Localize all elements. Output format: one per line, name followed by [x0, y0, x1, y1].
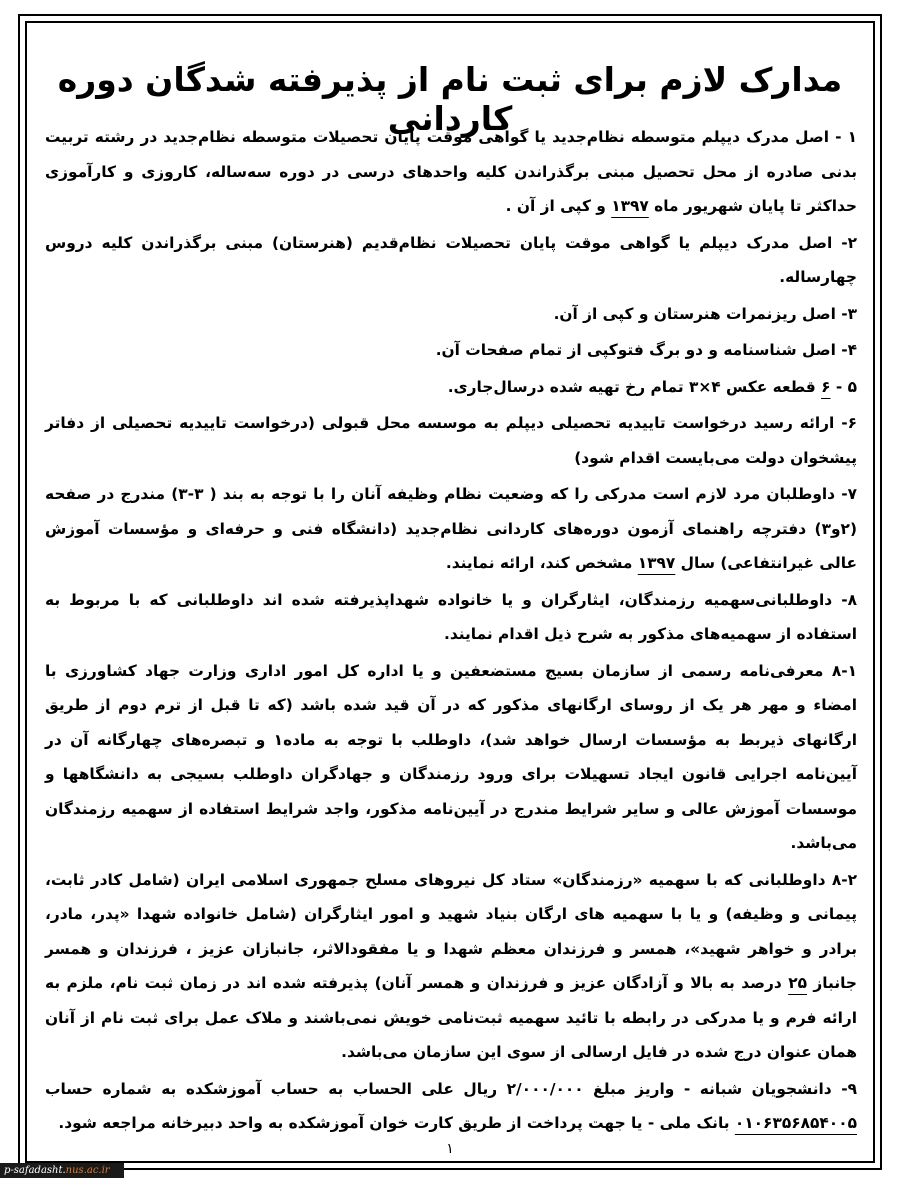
item-1: [45, 120, 857, 224]
item-1-text-end: و کپی از آن .: [505, 197, 612, 215]
item-3: ۳- اصل ریزنمرات هنرستان و کپی از آن.: [553, 304, 857, 323]
item-7: [45, 477, 857, 581]
item-8-2-text-end: درصد به بالا و آزادگان عزیز و فرزندان و همسر آنان) پذیرفته شده اند در زمان ثبت نام، ملزم به ارائه فرم و یا مدرکی در رابطه با تائید سهمیه ثبت‌نامی خویش نمی‌باشند و ملاک عمل برای ثبت نام از آنان همان عنوان درج شده در فایل ارسالی از سوی این سازمان می‌باشد.: [45, 974, 857, 1061]
item-9-text: ۹- دانشجویان شبانه - واریز مبلغ ۲/۰۰۰/۰۰۰ ریال علی الحساب به حساب آموزشکده به شماره حساب: [45, 1079, 857, 1098]
document-body: [45, 120, 857, 1143]
item-9: [45, 1072, 857, 1141]
site-watermark: [0, 1163, 124, 1178]
item-8-2: [45, 863, 857, 1070]
page-number: ۱: [446, 1141, 454, 1157]
item-8-1: ۸-۱ معرفی‌نامه رسمی از سازمان بسیج مستضعفین و یا اداره کل امور اداری وزارت جهاد کشاورزی با امضاء و مهر هر یک از روسای ارگانهای مذکور که در آن قید شده باشد (که تا قبل از ترم دوم از طریق ارگانهای ذیربط به مؤسسات ارسال خواهد شد)، داوطلب با توجه به ماده۱ و تبصره‌های چهارگانه آن در آیین‌نامه اجرایی قانون ایجاد تسهیلات برای ورود رزمندگان و جهادگران داوطلب بسیجی به دانشگاهها و موسسات آموزش عالی و سایر شرایط مندرج در آیین‌نامه مذکور، واجد شرایط استفاده از سهمیه رزمندگان می‌باشد.: [45, 661, 857, 852]
item-7-text-end: مشخص کند، ارائه نمایند.: [445, 554, 638, 572]
item-5-count: ۶: [821, 377, 831, 396]
item-8-2-percent: ۲۵: [788, 974, 807, 992]
item-1-year: ۱۳۹۷: [611, 197, 649, 215]
watermark-domain: nus.ac.ir: [65, 1165, 110, 1176]
item-4: ۴- اصل شناسنامه و دو برگ فتوکپی از تمام صفحات آن.: [435, 341, 857, 359]
item-5-text-end: قطعه عکس ۴×۳ تمام رخ تهیه شده درسال‌جاری.: [447, 377, 822, 396]
item-8-2-text: ۸-۲ داوطلبانی که با سهمیه «رزمندگان» ستاد کل نیروهای مسلح جمهوری اسلامی ایران (شامل کادر ثابت، پیمانی و وظیفه) و یا با سهمیه های ارگان بنیاد شهید و امور ایثارگران (شامل خانواده شهدا «پدر، مادر، برادر و خواهر شهید»، همسر و فرزندان معظم شهدا و یا مفقودالاثر، جانبازان عزیز ، فرزندان و همسر جانباز: [45, 870, 857, 992]
item-5: [45, 370, 857, 405]
item-9-text-end: بانک ملی - یا جهت پرداخت از طریق کارت خوان آموزشکده به واحد دبیرخانه مراجعه شود.: [58, 1114, 735, 1132]
item-6: ۶- ارائه رسید درخواست تاییدیه تحصیلی دیپلم به موسسه محل قبولی (درخواست تاییدیه تحصیلی از دفاتر پیشخوان دولت می‌بایست اقدام شود): [45, 414, 857, 467]
item-2: ۲- اصل مدرک دیپلم یا گواهی موقت پایان تحصیلات نظام‌قدیم (هنرستان) مبنی برگذراندن کلیه دروس چهارساله.: [45, 233, 857, 286]
document-title: مدارک لازم برای ثبت نام از پذیرفته شدگان دوره کاردانی: [57, 60, 843, 138]
account-number: ۰۱۰۶۳۵۶۸۵۴۰۰۵: [734, 1114, 857, 1132]
watermark-prefix: p-safadasht.: [4, 1165, 66, 1176]
item-1-text: ۱ - اصل مدرک دیپلم متوسطه نظام‌جدید یا گواهی موقت پایان تحصیلات متوسطه نظام‌جدید در رشته تربیت بدنی صادره از محل تحصیل مبنی برگذراندن کلیه واحدهای درسی در دوره سه‌ساله، کاروزی و کارآموزی حداکثر تا پایان شهریور ماه: [45, 128, 857, 215]
item-7-text: ۷- داوطلبان مرد لازم است مدرکی را که وضعیت نظام وظیفه آنان را با توجه به بند ( ۳-۳) مندرج در صفحه (۲و۳) دفترچه راهنمای آزمون دوره‌های کاردانی نظام‌جدید (دانشگاه فنی و حرفه‌ای و مؤسسات آموزش عالی غیرانتفاعی) سال: [45, 485, 857, 572]
item-7-year: ۱۳۹۷: [637, 554, 676, 572]
item-8: ۸- داوطلبانی‌سهمیه رزمندگان، ایثارگران و یا خانواده شهداپذیرفته شده اند داوطلبانی که با مربوط به استفاده از سهمیه‌های مذکور به شرح ذیل اقدام نمایند.: [45, 590, 857, 643]
item-5-text: ۵ -: [830, 377, 857, 396]
